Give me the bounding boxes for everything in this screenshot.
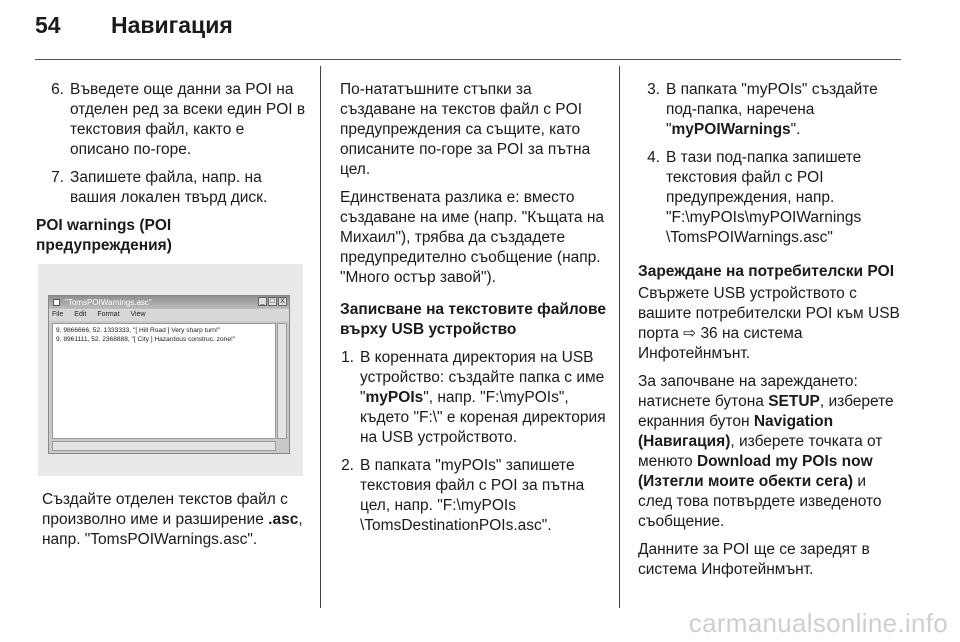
column-1 (36, 80, 307, 558)
page-header (35, 12, 233, 39)
folder-name: myPOIs (365, 389, 424, 406)
page-number: 54 (35, 12, 61, 38)
menu-edit: Edit (74, 311, 87, 318)
list-number: 7. (51, 169, 64, 186)
list-item-6 (42, 80, 307, 160)
extension-text: .asc (268, 511, 299, 528)
list-text: В папката "myPOIs" запишете текстовия файл с POI за пътна цел, напр. "F:\myPOIs \TomsDestinationPOIs.asc". (360, 457, 585, 534)
text-run: , изберете точката от менюто (638, 433, 883, 470)
text-run: В папката "myPOIs" създайте под-папка, наречена " (666, 81, 878, 138)
maximize-icon: □ (268, 297, 277, 306)
list-text: Запишете файла, напр. на вашия локален твърд диск. (70, 169, 268, 206)
list-text (666, 80, 900, 140)
list-text: В тази под-папка запишете текстовия файл с POI предупреждения, напр. "F:\myPOIs\myPOIWarnings \TomsPOIWarnings.asc" (666, 149, 862, 246)
editor-line: 9. 9866666, 52. 1333333, "[ Hill Road ] Very sharp turn!" (56, 327, 221, 334)
window-titlebar (49, 296, 289, 309)
notepad-window (48, 295, 290, 454)
folder-name: myPOIWarnings (671, 121, 791, 138)
watermark: carmanualsonline.info (688, 608, 948, 638)
paragraph-difference: Единствената разлика е: вместо създаване на име (напр. "Къщата на Михаил"), трябва да създадете предупредително съобщение (напр. "Много остър завой"). (340, 189, 605, 286)
column-3 (638, 80, 900, 588)
header-rule (35, 59, 901, 60)
paragraph-create-file (42, 490, 307, 550)
list-item-1 (332, 348, 608, 448)
text-run: , изберете екранния бутон (638, 393, 894, 430)
text-editor-area (52, 323, 276, 439)
list-number: 6. (51, 81, 64, 98)
list-item-3 (638, 80, 900, 140)
paragraph-start-loading (638, 372, 900, 532)
horizontal-scrollbar (52, 441, 276, 451)
text-run: , напр. "TomsPOIWarnings.asc". (42, 511, 303, 548)
download-menu-label: Download my POIs now (Изтегли моите обекти сега) (638, 453, 873, 490)
window-menubar (49, 309, 289, 321)
paragraph-connect-usb: Свържете USB устройството с вашите потребителски POI към USB порта ⇨ 36 на система Инфотейнмънт. (638, 285, 900, 362)
notepad-icon (53, 299, 60, 306)
window-title: "TomsPOIWarnings.asc" (65, 298, 152, 307)
menu-format: Format (97, 311, 120, 318)
setup-button-label: SETUP (768, 393, 820, 410)
column-divider-2 (619, 66, 620, 608)
paragraph-further-steps: По-нататъшните стъпки за създаване на текстов файл с POI предупреждения са същите, като описаните по-горе за POI за пътна цел. (340, 81, 591, 178)
column-2 (340, 80, 608, 544)
list-text: Въведете още данни за POI на отделен ред за всеки един POI в текстовия файл, както е описано по-горе. (70, 81, 306, 158)
paragraph-data-loaded: Данните за POI ще се заредят в система Инфотейнмънт. (638, 541, 870, 578)
section-heading-poi-warnings: POI warnings (POI предупреждения) (36, 217, 172, 254)
section-heading-usb: Записване на текстовите файлове върху USB устройство (340, 301, 606, 338)
list-number: 2. (341, 457, 354, 474)
text-run: и след това потвърдете изведеното съобщение. (638, 473, 882, 530)
list-item-2 (332, 456, 608, 536)
list-item-4 (638, 148, 900, 248)
menu-view: View (130, 311, 146, 318)
column-divider-1 (320, 66, 321, 608)
text-run: В коренната директория на USB устройство: създайте папка с име " (360, 349, 605, 406)
editor-line: 9. 8961111, 52. 2368888, "[ City ] Hazardous construc. zone!" (56, 336, 236, 343)
navigation-button-label: Navigation (Навигация) (638, 413, 834, 450)
section-heading-load-poi: Зареждане на потребителски POI (638, 263, 895, 280)
notepad-screenshot-figure (38, 264, 303, 476)
list-item-7 (42, 168, 307, 208)
list-number: 1. (341, 349, 354, 366)
window-controls (258, 297, 287, 306)
text-run: ", напр. "F:\myPOIs", където "F:\" е кореная директория на USB устройството. (360, 389, 606, 446)
page-title: Навигация (111, 12, 233, 38)
close-icon: X (278, 297, 287, 306)
menu-file: File (52, 311, 64, 318)
list-number: 3. (647, 81, 660, 98)
text-run: За започване на зареждането: натиснете бутона (638, 373, 858, 410)
list-text (360, 348, 608, 448)
vertical-scrollbar (277, 323, 287, 439)
list-number: 4. (647, 149, 660, 166)
text-run: Създайте отделен текстов файл с произволно име и разширение (42, 491, 288, 528)
text-run: ". (790, 121, 801, 138)
minimize-icon: _ (258, 297, 267, 306)
